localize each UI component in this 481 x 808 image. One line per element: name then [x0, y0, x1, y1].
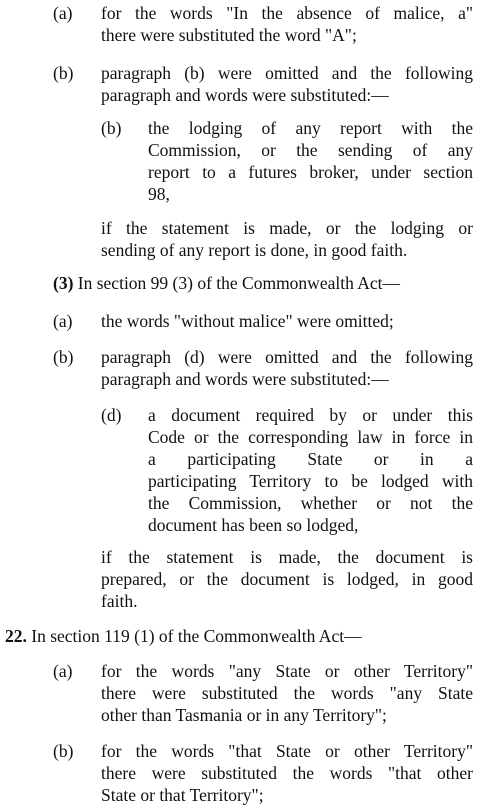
- subparagraph-text: 98,: [148, 184, 170, 204]
- section-heading: [5, 625, 362, 647]
- paragraph-label: (b): [53, 347, 74, 367]
- paragraph-text: paragraph (d) were omitted and the following: [101, 347, 473, 367]
- subparagraph-text: a document required by or under this: [148, 405, 473, 425]
- paragraph-label: (b): [53, 741, 74, 761]
- paragraph-label: (a): [53, 311, 73, 331]
- section-number: 22.: [5, 626, 27, 646]
- paragraph-label: (a): [53, 3, 73, 23]
- subparagraph-label: (b): [101, 118, 122, 138]
- paragraph-text: paragraph and words were substituted:—: [101, 369, 389, 389]
- paragraph-text: the words "without malice" were omitted;: [101, 311, 394, 331]
- paragraph-label: (b): [53, 63, 74, 83]
- section-intro: In section 119 (1) of the Commonwealth Act—: [31, 626, 362, 646]
- closing-words: if the statement is made, or the lodging or: [101, 218, 473, 238]
- paragraph-text: there were substituted the word "A";: [101, 25, 357, 45]
- paragraph-label: (a): [53, 661, 73, 681]
- subparagraph-text: the Commission, whether or not the: [148, 493, 473, 513]
- subparagraph-label: (d): [101, 405, 122, 425]
- subparagraph-text: Commission, or the sending of any: [148, 140, 473, 160]
- paragraph-text: there were substituted the words "any State: [101, 683, 473, 703]
- paragraph-text: for the words "In the absence of malice, a": [101, 3, 473, 23]
- paragraph-text: there were substituted the words "that other: [101, 763, 473, 783]
- subparagraph-text: the lodging of any report with the: [148, 118, 473, 138]
- subsection-intro: In section 99 (3) of the Commonwealth Act—: [77, 273, 401, 293]
- paragraph-text: for the words "any State or other Territory": [101, 661, 473, 681]
- paragraph-text: other than Tasmania or in any Territory";: [101, 705, 387, 725]
- closing-words: prepared, or the document is lodged, in good: [101, 569, 473, 589]
- subsection-heading: [53, 272, 400, 294]
- paragraph-text: paragraph and words were substituted:—: [101, 85, 389, 105]
- subsection-number: (3): [53, 273, 74, 293]
- subparagraph-text: report to a futures broker, under section: [148, 162, 473, 182]
- subparagraph-text: participating Territory to be lodged with: [148, 471, 473, 491]
- subparagraph-text: document has been so lodged,: [148, 515, 359, 535]
- subparagraph-text: a participating State or in a: [148, 449, 473, 469]
- closing-words: if the statement is made, the document is: [101, 547, 473, 567]
- paragraph-text: State or that Territory";: [101, 785, 264, 805]
- closing-words: faith.: [101, 591, 138, 611]
- closing-words: sending of any report is done, in good faith.: [101, 240, 408, 260]
- subparagraph-text: Code or the corresponding law in force in: [148, 427, 473, 447]
- paragraph-text: for the words "that State or other Territory": [101, 741, 473, 761]
- paragraph-text: paragraph (b) were omitted and the following: [101, 63, 473, 83]
